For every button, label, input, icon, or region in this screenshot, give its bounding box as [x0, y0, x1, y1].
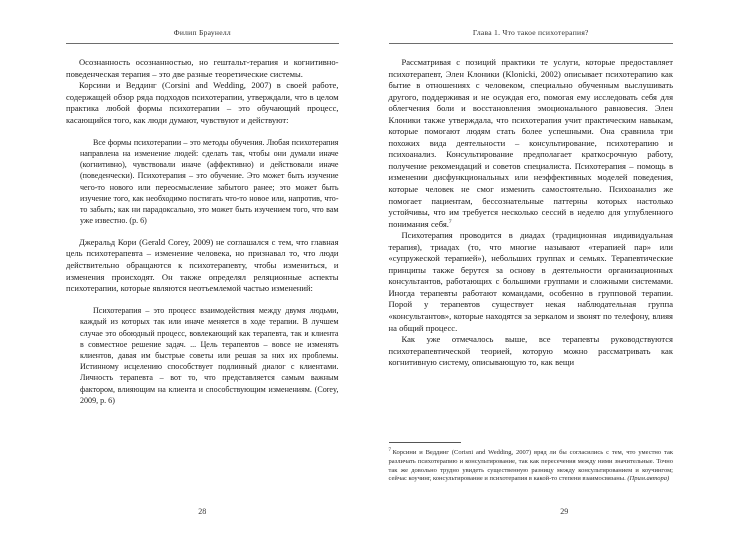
footnote-text: Корсини и Веддинг (Corisni and Wedding, 2007) вряд ли бы согласились с тем, что уместно так различать психотерапию и консультирование, так как пересечения между ними значительные. Точно так же довольно трудно увидеть существенную разницу между консультированием и коучингом; сейчас коучинг, консультирование и психотерапия в какой-то степени взаимосвязаны.	[388, 449, 673, 483]
block-quote: Психотерапия – это процесс взаимодействия между двумя людьми, каждый из которых так или иначе меняется в ходе терапии. В лучшем случае это обоюдный процесс, вовлекающий как терапевта, так и клиента в совместное решение задач. ... Цель терапевтов – вовсе не изменять клиентов, давая им быстрые советы или решая за них их проблемы. Истинному исцелению способствует подлинный диалог с клиентами. Личность терапевта – вот то, что представляется самым важным фактором, влияющим на клиента и способствующим изменениям. (Corey, 2009, p. 6)	[80, 306, 339, 405]
running-head-right: Глава 1. Что такое психотерапия?	[472, 28, 589, 37]
footnote-reference: 7	[448, 218, 452, 225]
paragraph: Как уже отмечалось выше, все терапевты руководствуются психотерапевтической теорией, которую можно рассматривать как когнитивную систему, описывающую то, как вещи	[388, 334, 673, 368]
footnote-zone	[389, 442, 674, 484]
running-head-left: Филип Браунелл	[173, 28, 231, 37]
paragraph: Осознанность осознанностью, но гештальт-терапия и когнитивно-поведенческая терапия – это две разные теоретические системы.	[66, 57, 339, 79]
block-quote: Все формы психотерапии – это методы обучения. Любая психотерапия направлена на изменение людей: сделать так, чтобы они думали иначе (когнитивно), чувствовали иначе (аффективно) и действовали иначе (поведенчески). Психотерапия – это обучение. Это может быть изучение чего-то нового или переосмысление забытого ранее; это может быть изучение того, как необходимо постигать что-то новое или, напротив, что-то забыть; как ни парадоксально, это может быть изучением того, что вам уже известно. (p. 6)	[80, 137, 339, 226]
left-page-body	[66, 57, 339, 406]
footnote-marker: 7	[388, 448, 391, 454]
page-number-right: 29	[560, 507, 569, 516]
right-page-body	[389, 57, 674, 369]
paragraph	[389, 57, 674, 230]
header-rule-left	[66, 43, 339, 44]
header-rule-right	[389, 43, 674, 44]
paragraph: Психотерапия проводится в диадах (традиционная индивидуальная терапия), триадах (то, что многие называют «терапией пар» или «супружеской терапией»), небольших группах и семьях. Терапевтические принципы также берутся за основу в деятельности организационных консультантов, работающих с большими группами и сложными системами. Иногда терапевты работают командами, особенно в групповой терапии. Порой у терапевтов существует некая наблюдательная группа «консультантов», которые находятся за зеркалом и звонят по телефону, влияя на общий процесс.	[388, 230, 673, 333]
paragraph: Корсини и Веддинг (Corsini and Wedding, 2007) в своей работе, содержащей обзор ряда подходов психотерапии, утверждали, что в целом практика любой формы психотерапии – это обучающий процесс, касающийся того, как люди думают, чувствуют и действуют:	[66, 80, 339, 125]
footnote	[389, 447, 674, 484]
footnote-separator-rule	[389, 442, 461, 443]
paragraph-text: Рассматривая с позиций практики те услуги, которые предоставляет психотерапевт, Элен Клоники (Klonicki, 2002) описывает психотерапию как бытие в отношениях с человеком, специально обученным выслушивать другого, поддерживая и не осуждая его, помогая ему исследовать себя для облегчения боли и восстановления эмоционального равновесия. Элен Клоники также утверждала, что психотерапия учит практическим навыкам, которые помогают людям стать более успешными. Она сравнила три похожих вида деятельности – консультирование, психотерапию и психоанализ. Консультирование предполагает краткосрочную работу, получение рекомендаций и советов специалиста. Психотерапия – помощь в изменении дисфункциональных или неэффективных моделей поведения, которые человек не смог изменить самостоятельно. Психоанализ же помогает пациентам, бессознательные паттерны которых настолько устойчивы, что им требуется несколько сессий в неделю для углубленного понимания себя.	[388, 57, 673, 229]
page-number-left: 28	[198, 507, 207, 516]
paragraph: Джеральд Кори (Gerald Corey, 2009) не соглашался с тем, что главная цель психотерапевта – изменение человека, но признавал то, что люди действительно обращаются к психотерапевту, чтобы измениться, и изменения происходят. Он также определял реляционные аспекты психотерапии, которые являются неотъемлемой частью изменений:	[66, 236, 339, 294]
right-page	[368, 0, 735, 540]
footnote-attribution: (Прим.автора)	[627, 475, 670, 483]
